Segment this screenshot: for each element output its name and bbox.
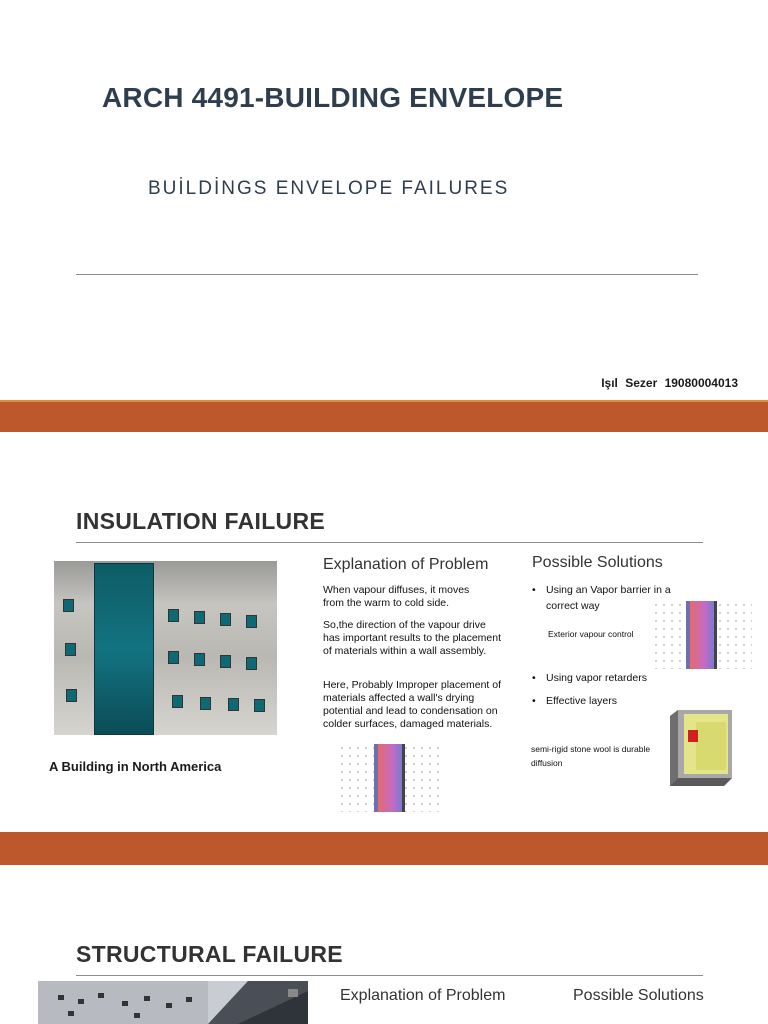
slide-separator-band — [0, 832, 768, 865]
explanation-paragraph: When vapour diffuses, it moves from the warm to cold side. — [323, 584, 470, 609]
stone-wool-illustration — [666, 708, 738, 788]
solution-note: semi-rigid stone wool is durable diffusion — [531, 744, 651, 768]
stone-wool-wall-render — [666, 708, 738, 788]
solution-bullet: • Using vapor retarders — [532, 670, 682, 686]
author-name: Işıl Sezer — [601, 376, 658, 390]
author-line — [601, 376, 738, 390]
solutions-heading: Possible Solutions — [573, 987, 704, 1004]
section-title: INSULATION FAILURE — [76, 508, 326, 534]
title-slide — [0, 0, 768, 400]
vapour-drive-diagram — [338, 744, 442, 812]
title-divider — [76, 274, 698, 275]
structural-failure-slide — [0, 865, 768, 1024]
building-facade — [54, 561, 277, 735]
section-divider — [76, 542, 703, 543]
structural-failure-photo — [38, 981, 308, 1024]
insulation-failure-slide — [0, 432, 768, 832]
explanation-heading: Explanation of Problem — [340, 987, 506, 1004]
presentation-title: ARCH 4491-BUILDING ENVELOPE — [102, 82, 564, 113]
explanation-paragraph: Here, Probably Improper placement of materials affected a wall's drying potential and lead to condensation on colder surfaces, damaged materials. — [323, 679, 502, 730]
section-title: STRUCTURAL FAILURE — [76, 941, 343, 967]
solutions-heading: Possible Solutions — [532, 554, 663, 571]
presentation-subtitle: BUİLDİNGS ENVELOPE FAILURES — [148, 178, 510, 199]
explanation-heading: Explanation of Problem — [323, 556, 489, 573]
author-id: 19080004013 — [664, 376, 738, 390]
photo-caption: A Building in North America — [49, 759, 222, 774]
building-photo — [54, 561, 277, 735]
exterior-vapour-control-diagram — [652, 601, 752, 669]
explanation-paragraph: So,the direction of the vapour drive has important results to the placement of materials within a wall assembly. — [323, 619, 502, 657]
facade-photo-illustration — [38, 981, 308, 1024]
slide-separator-band — [0, 400, 768, 432]
section-divider — [76, 975, 703, 976]
solution-bullet: • Using an Vapor barrier in a correct way — [532, 582, 682, 614]
solution-note: Exterior vapour control — [548, 629, 634, 639]
solution-bullet: • Effective layers — [532, 693, 682, 709]
glass-curtain-wall — [94, 563, 154, 735]
